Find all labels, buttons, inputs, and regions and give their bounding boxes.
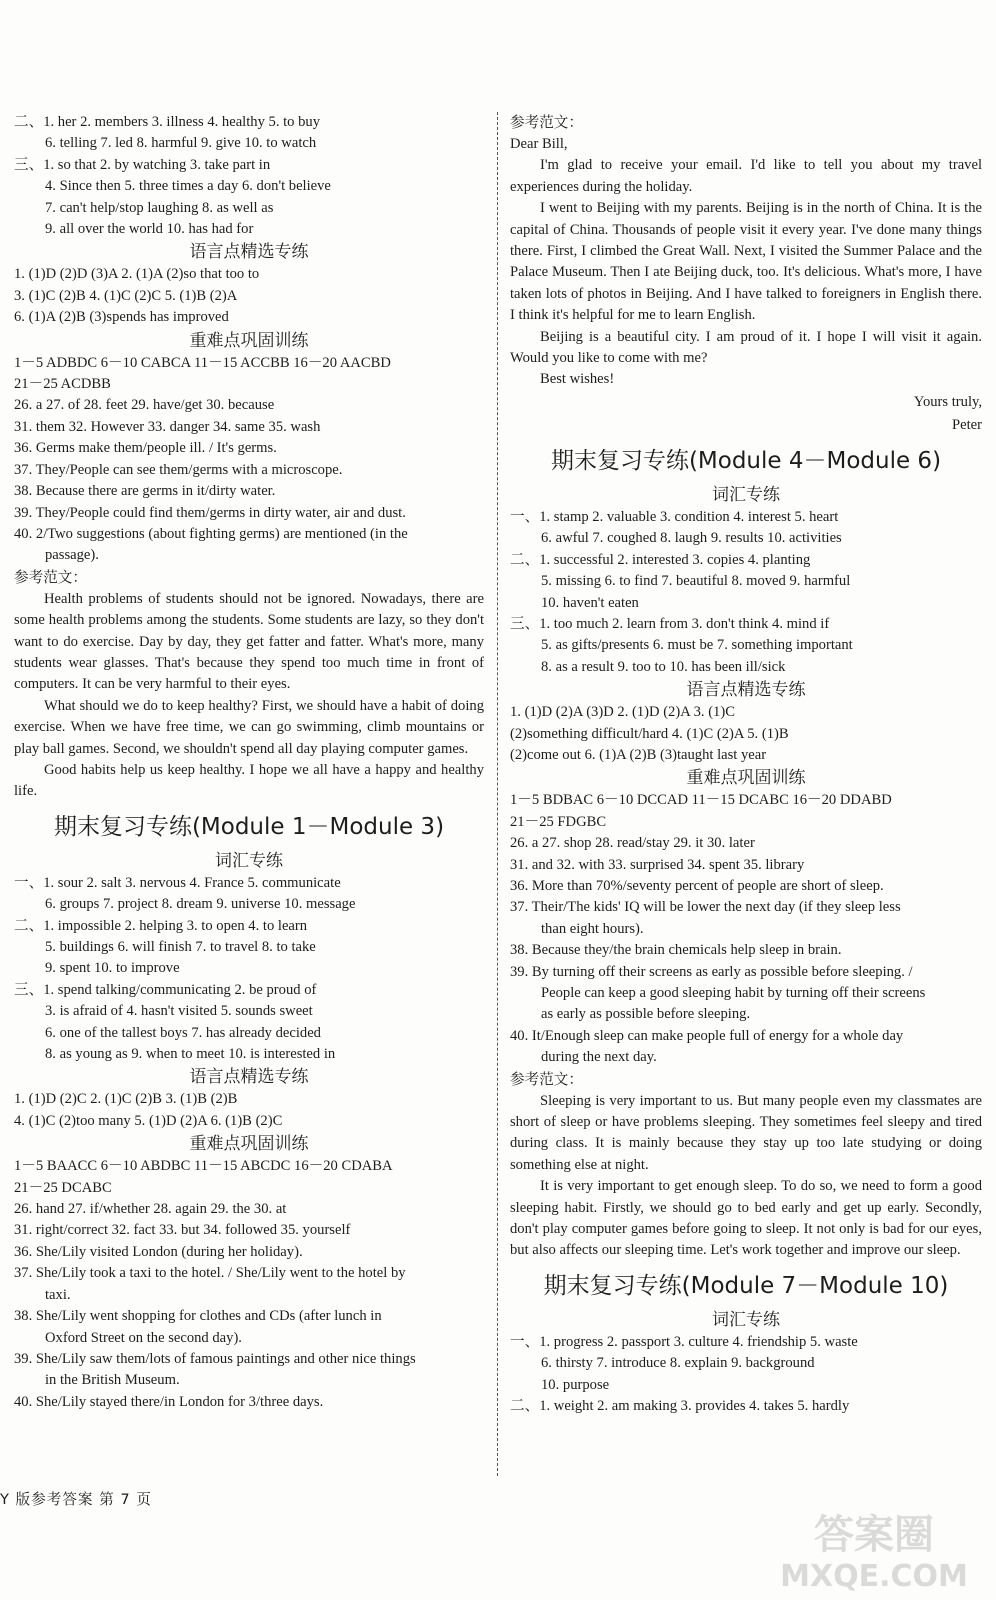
answer-line: 1. (1)D (2)A (3)D 2. (1)D (2)A 3. (1)C [510, 704, 735, 721]
answer-line: 6. thirsty 7. introduce 8. explain 9. background [541, 1355, 815, 1372]
answer-line: (2)something difficult/hard 4. (1)C (2)A 5. (1)B [510, 725, 789, 742]
column-divider [497, 112, 498, 1476]
answer-line: 8. as a result 9. too to 10. has been ill/sick [541, 658, 786, 675]
page-footer: Y 版参考答案 第 7 页 [0, 1491, 152, 1508]
left-column [14, 112, 484, 1413]
answer-line: 3. is afraid of 4. hasn't visited 5. sounds sweet [45, 1003, 313, 1020]
essay-paragraph: Good habits help us keep healthy. I hope we all have a happy and healthy life. [14, 761, 484, 800]
answer-line: 26. a 27. of 28. feet 29. have/get 30. because [14, 397, 275, 414]
answer-line: 38. She/Lily went shopping for clothes and CDs (after lunch in [14, 1308, 382, 1325]
watermark-bottom-text: MXQE.COM [780, 1559, 968, 1594]
answer-line: 5. as gifts/presents 6. must be 7. something important [541, 637, 853, 654]
answer-line: 31. them 32. However 33. danger 34. same 35. wash [14, 418, 321, 435]
answer-line: 39. She/Lily saw them/lots of famous paintings and other nice things [14, 1350, 416, 1367]
answer-line: 6. one of the tallest boys 7. has already decided [45, 1024, 321, 1041]
answer-line: 8. as young as 9. when to meet 10. is interested in [45, 1046, 336, 1063]
subsection-heading: 重难点巩固训练 [686, 768, 806, 789]
section-title: 期末复习专练(Module 1－Module 3) [53, 813, 445, 840]
answer-line: 5. buildings 6. will finish 7. to travel 8. to take [45, 939, 316, 955]
answer-line: 二、1. weight 2. am making 3. provides 4. takes 5. hardly [510, 1398, 850, 1415]
answer-line: 一、1. progress 2. passport 3. culture 4. friendship 5. waste [510, 1333, 858, 1350]
subsection-heading: 词汇专练 [215, 850, 283, 871]
subsection-heading: 语言点精选专练 [686, 680, 806, 701]
answer-line: 26. a 27. shop 28. read/stay 29. it 30. later [510, 835, 755, 852]
answer-line: 6. (1)A (2)B (3)spends has improved [14, 309, 229, 326]
answer-line: 37. She/Lily took a taxi to the hotel. / She/Lily went to the hotel by [14, 1265, 406, 1282]
letter-paragraph: I went to Beijing with my parents. Beijing is in the north of China. It is the capital of China. Thousands of people visit it every year. I've done many things there. First, I climbed the Great Wall. Next, I visited the Summer Palace and the Palace Museum. Then I ate Beijing duck, too. It's delicious. What's more, I have taken lots of photos in Beijing. And I have talked to foreigners in English there. I think it's helpful for me to learn English. [510, 200, 982, 324]
answer-line: 21－25 DCABC [14, 1179, 112, 1196]
subsection-heading: 重难点巩固训练 [189, 1134, 309, 1155]
answer-line: 38. Because there are germs in it/dirty water. [14, 483, 276, 500]
watermark-top-text: 答案圈 [814, 1512, 934, 1558]
right-column [510, 112, 982, 1418]
letter-greeting: Dear Bill, [510, 136, 568, 152]
answer-line: as early as possible before sleeping. [541, 1006, 751, 1023]
answer-line: 一、1. sour 2. salt 3. nervous 4. France 5. communicate [14, 874, 341, 891]
answer-line: 21－25 ACDBB [14, 376, 111, 393]
answer-line: 9. all over the world 10. has had for [45, 221, 254, 238]
section-title: 期末复习专练(Module 4－Module 6) [550, 447, 942, 474]
answer-line: 10. purpose [541, 1376, 610, 1393]
answer-line: 1－5 ADBDC 6－10 CABCA 11－15 ACCBB 16－20 AACBD [14, 354, 391, 371]
answer-line: 二、1. impossible 2. helping 3. to open 4. to learn [14, 917, 308, 934]
answer-line: 31. right/correct 32. fact 33. but 34. followed 35. yourself [14, 1222, 351, 1239]
answer-line: 5. missing 6. to find 7. beautiful 8. moved 9. harmful [541, 573, 851, 590]
answer-line: 36. She/Lily visited London (during her holiday). [14, 1243, 303, 1260]
subsection-heading: 语言点精选专练 [189, 242, 309, 263]
sample-essay-label: 参考范文： [510, 114, 583, 131]
answer-line: than eight hours). [541, 920, 644, 937]
letter-closing: Yours truly, [913, 393, 982, 410]
answer-line: 三、1. too much 2. learn from 3. don't think 4. mind if [510, 615, 830, 632]
answer-line: 40. 2/Two suggestions (about fighting germs) are mentioned (in the [14, 525, 408, 542]
subsection-heading: 词汇专练 [712, 484, 780, 505]
answer-line: 3. (1)C (2)B 4. (1)C (2)C 5. (1)B (2)A [14, 287, 238, 304]
answer-line: (2)come out 6. (1)A (2)B (3)taught last year [510, 746, 767, 763]
answer-line: 36. More than 70%/seventy percent of people are short of sleep. [510, 877, 884, 894]
answer-line: 39. By turning off their screens as early as possible before sleeping. / [510, 963, 913, 980]
answer-line: Oxford Street on the second day). [45, 1329, 242, 1346]
answer-line: 6. groups 7. project 8. dream 9. universe 10. message [45, 896, 356, 913]
answer-line: 21－25 FDGBC [510, 813, 607, 830]
answer-line: 三、1. so that 2. by watching 3. take part in [14, 156, 271, 173]
answer-line: People can keep a good sleeping habit by turning off their screens [541, 985, 926, 1001]
answer-line: 40. It/Enough sleep can make people full of energy for a whole day [510, 1027, 904, 1044]
essay-paragraph: It is very important to get enough sleep. To do so, we need to form a good sleeping habit. Firstly, we should go to bed early and get up early. Secondly, don't play computer games before going to sleep. It not only is bad for our eyes, but also affects our sleeping time. Let's work together and improve our sleep. [510, 1178, 982, 1259]
answer-line: 37. Their/The kids' IQ will be lower the next day (if they sleep less [510, 899, 901, 916]
answer-line: 4. Since then 5. three times a day 6. don't believe [45, 178, 331, 195]
answer-line: 1. (1)D (2)D (3)A 2. (1)A (2)so that too to [14, 266, 260, 283]
answer-line: 6. awful 7. coughed 8. laugh 9. results 10. activities [541, 530, 842, 547]
answer-line: 38. Because they/the brain chemicals help sleep in brain. [510, 942, 842, 959]
subsection-heading: 语言点精选专练 [189, 1067, 309, 1088]
answer-line: 36. Germs make them/people ill. / It's germs. [14, 440, 277, 457]
answer-line: 1－5 BDBAC 6－10 DCCAD 11－15 DCABC 16－20 DDABD [510, 792, 892, 809]
subsection-heading: 词汇专练 [712, 1309, 780, 1330]
answer-line: 9. spent 10. to improve [45, 960, 180, 977]
answer-line: 31. and 32. with 33. surprised 34. spent 35. library [510, 856, 805, 873]
answer-line: 一、1. stamp 2. valuable 3. condition 4. interest 5. heart [510, 508, 839, 525]
essay-paragraph: Health problems of students should not be ignored. Nowadays, there are some health problems among the students. Some students are lazy, so they don't want to do exercise. Day by day, they get fatter and fatter. What's more, many students wear glasses. That's because they spend too much time in front of computers. It can be very harmful to their eyes. [14, 590, 484, 693]
essay-paragraph: Sleeping is very important to us. But many people even my classmates are short of sleep or have problems sleeping. They sometimes feel sleepy and tired during class. It is mainly because they stay up too late studying or doing something else at night. [510, 1092, 982, 1173]
letter-paragraph: Best wishes! [540, 371, 615, 388]
essay-paragraph: What should we do to keep healthy? First, we should have a habit of doing exercise. When we have free time, we can go swimming, climb mountains or play ball games. Second, we shouldn't spend all day playing computer games. [14, 697, 484, 757]
answer-line: 37. They/People can see them/germs with a microscope. [14, 461, 343, 478]
sample-essay-label: 参考范文： [14, 568, 87, 586]
answer-line: during the next day. [541, 1049, 657, 1066]
answer-line: 1－5 BAACC 6－10 ABDBC 11－15 ABCDC 16－20 CDABA [14, 1158, 393, 1175]
answer-line: in the British Museum. [45, 1372, 180, 1389]
answer-line: 三、1. spend talking/communicating 2. be proud of [14, 981, 317, 998]
answer-line: passage). [45, 547, 99, 564]
answer-line: 6. telling 7. led 8. harmful 9. give 10. to watch [45, 135, 317, 152]
answer-line: 4. (1)C (2)too many 5. (1)D (2)A 6. (1)B (2)C [14, 1112, 283, 1129]
watermark-logo [778, 1502, 970, 1594]
answer-line: 7. can't help/stop laughing 8. as well as [45, 199, 274, 216]
answer-line: taxi. [45, 1286, 71, 1303]
subsection-heading: 重难点巩固训练 [189, 330, 309, 351]
answer-line: 二、1. successful 2. interested 3. copies 4. planting [510, 551, 811, 568]
answer-line: 40. She/Lily stayed there/in London for 3/three days. [14, 1393, 324, 1410]
answer-line: 26. hand 27. if/whether 28. again 29. the 30. at [14, 1201, 287, 1218]
answer-line: 二、1. her 2. members 3. illness 4. healthy 5. to buy [14, 114, 321, 130]
letter-signature: Peter [952, 416, 982, 433]
sample-essay-label: 参考范文： [510, 1070, 583, 1088]
section-title: 期末复习专练(Module 7－Module 10) [543, 1272, 949, 1299]
letter-paragraph: Beijing is a beautiful city. I am proud of it. I hope I will visit it again. Would you like to come with me? [510, 328, 982, 367]
answer-line: 10. haven't eaten [541, 594, 639, 611]
answer-line: 1. (1)D (2)C 2. (1)C (2)B 3. (1)B (2)B [14, 1091, 238, 1108]
letter-paragraph: I'm glad to receive your email. I'd like to tell you about my travel experiences during the holiday. [510, 157, 982, 195]
answer-line: 39. They/People could find them/germs in dirty water, air and dust. [14, 504, 406, 521]
